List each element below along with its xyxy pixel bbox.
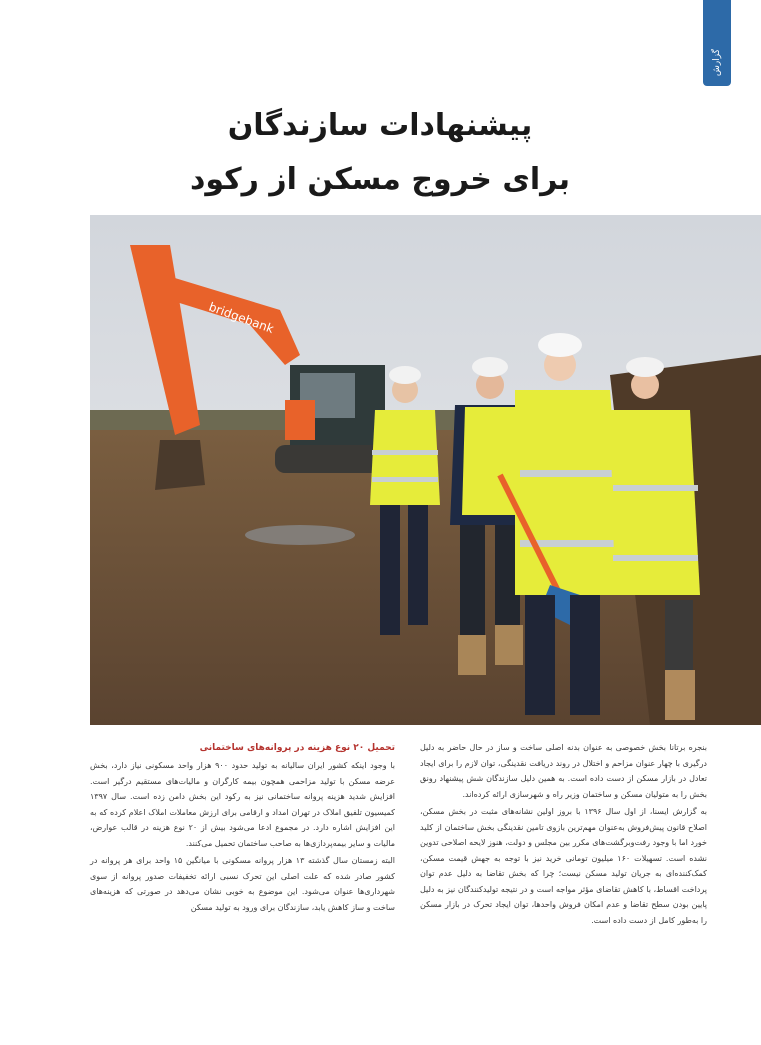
section-label: گزارش [712, 48, 722, 76]
section-tab [703, 0, 731, 86]
page-title-line-2: برای خروج مسکن از رکود [189, 162, 571, 197]
subheading: تحمیل ۲۰ نوع هزینه در پروانه‌های ساختمانی [199, 743, 395, 753]
excavator-brand-label: bridgebank [206, 299, 276, 337]
construction-photo [90, 215, 761, 725]
page-title-line-1: پیشنهادات سازندگان [227, 108, 533, 143]
paragraph: با وجود اینکه کشور ایران سالیانه به تولید حدود ۹۰۰ هزار واحد مسکونی نیاز دارد، بخش عرضه مسکن با تولید مزاحمی همچون بیمه کارگران و مالیات‌های مستقیم درگیر است. افزایش شدید هزینه پروانه ساختمانی نیز به رکود این بخش دامن زده است. سال ۱۳۹۷ کمیسیون تلفیق املاک در تهران امداد و ارقامی برای ارزش معاملات املاک اعلام کرده که به این افزایش اشاره دارد. در مجموع ادعا می‌شود بیش از ۲۰ نوع هزینه در قالب عوارض، مالیات و سایر بیمه‌پردازی‌ها به صاحب ساختمان تحمیل می‌کنند. [90, 761, 396, 848]
article-column-left [90, 740, 395, 917]
paragraph: به گزارش ایسنا، از اول سال ۱۳۹۶ با بروز اولین نشانه‌های مثبت در بخش مسکن، اصلاح قانون پیش‌فروش به‌عنوان مهم‌ترین بازوی تامین نقدینگی بخش ساختمان از کلید خورد اما با وجود رفت‌وبرگشت‌های مکرر بین مجلس و دولت، هنوز لایحه اصلاحی تدوین نشده است. تسهیلات ۱۶۰ میلیون تومانی خرید نیز با توجه به جهش قیمت مسکن، کمک‌کننده‌ای به جریان تولید مسکن نیست؛ چرا که بخش تقاضا به دلیل عدم توان پرداخت اقساط، با کاهش تقاضای مؤثر مواجه است و در نتیجه تولیدکنندگان نیز به دلیل پایین بودن سطح تقاضا و عدم امکان فروش واحدها، توان ایجاد تحرک در بازار مسکن را به‌طور کامل از دست داده است. [420, 807, 707, 925]
paragraph: بنجره برتانا بخش خصوصی به عنوان بدنه اصلی ساخت و ساز در حال حاضر به دلیل درگیری با چهار عنوان مزاحم و اختلال در روند دریافت نقدینگی، توان لازم را برای ایجاد تعادل در بازار مسکن از دست داده است. به همین دلیل سازندگان شش پیشنهاد رونق بخش را به متولیان مسکن و ساختمان وزیر راه و شهرسازی ارائه کرده‌اند. [420, 743, 707, 799]
article-column-right [420, 740, 707, 930]
paragraph: البته زمستان سال گذشته ۱۳ هزار پروانه مسکونی با میانگین ۱۵ واحد برای هر پروانه در کشور صادر شده که علت اصلی این تحرک نسبی ارائه تخفیفات صدور پروانه از سوی شهرداری‌ها عنوان می‌شود. این موضوع به خوبی نشان می‌دهد در صورتی که هزینه‌های ساخت و ساز کاهش یابد، سازندگان برای ورود به تولید مسکن [90, 856, 396, 912]
